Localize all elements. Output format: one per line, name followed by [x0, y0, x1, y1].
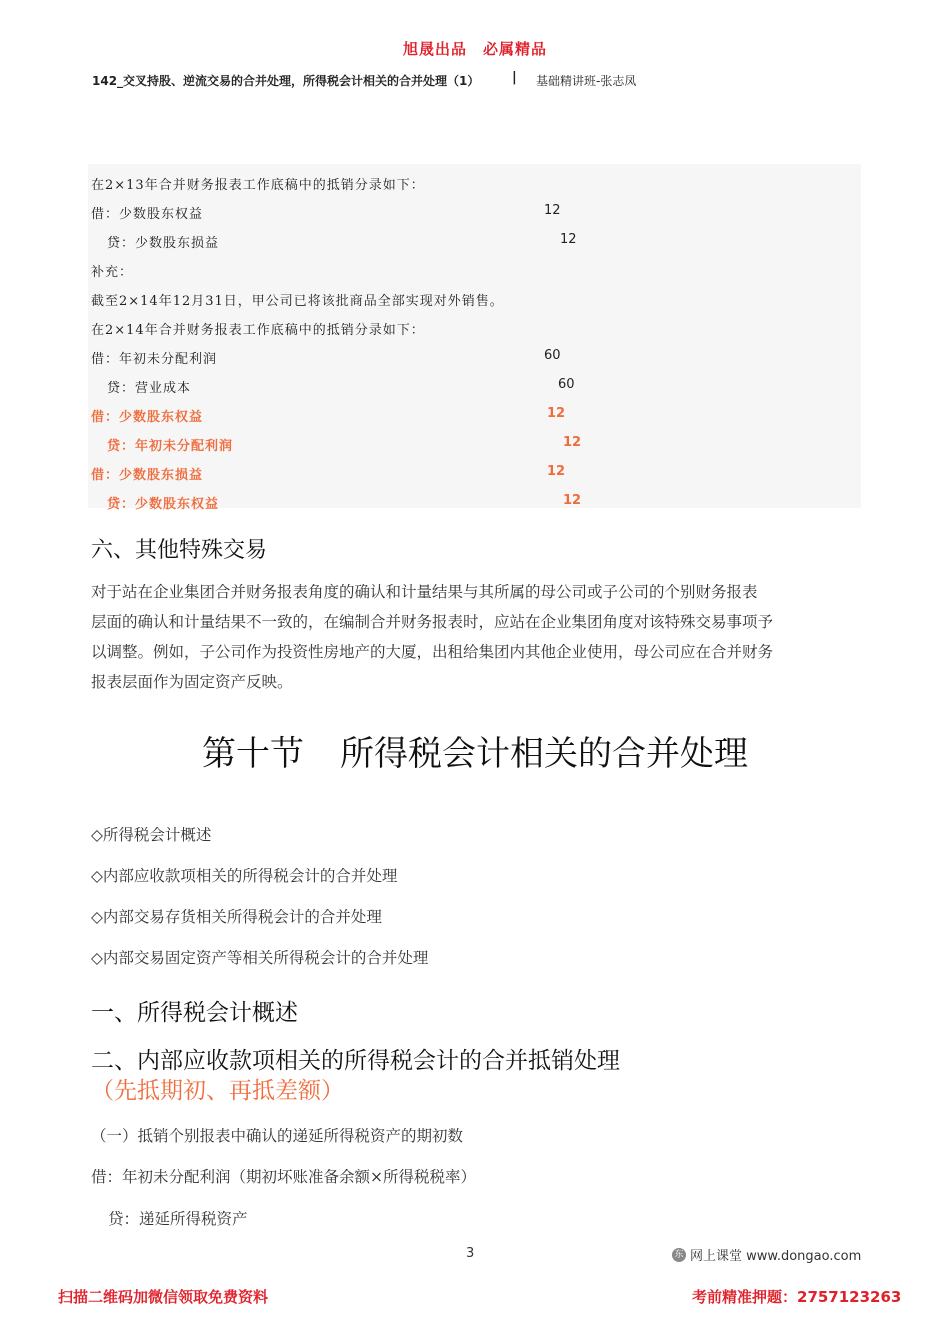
outline-item: ◇内部交易存货相关所得税会计的合并处理 [91, 908, 382, 926]
entry-amount-highlight: 12 [547, 464, 566, 479]
subsection-heading: 一、所得税会计概述 [91, 1000, 298, 1026]
entry-amount-highlight: 12 [563, 435, 582, 450]
entry-line: 贷：营业成本 [107, 381, 192, 396]
credit-line: 贷：递延所得税资产 [108, 1210, 248, 1228]
entry-line-highlight: 贷：年初未分配利润 [107, 439, 234, 454]
entry-amount: 12 [560, 232, 577, 247]
entry-line: 借：少数股东权益 [91, 207, 204, 222]
entry-amount: 12 [544, 203, 561, 218]
outline-item: ◇内部交易固定资产等相关所得税会计的合并处理 [91, 949, 429, 967]
header-separator: | [512, 70, 517, 85]
footer-promo-left: 扫描二维码加微信领取免费资料 [58, 1288, 269, 1306]
entry-amount: 60 [544, 348, 561, 363]
entry-line-highlight: 贷：少数股东权益 [107, 497, 220, 512]
entry-line: 在2×13年合并财务报表工作底稿中的抵销分录如下： [91, 178, 425, 193]
footer-promo-right: 考前精准押题：2757123263 [692, 1288, 902, 1306]
entry-line: 补充： [91, 265, 134, 280]
entry-line-highlight: 借：少数股东权益 [91, 410, 204, 425]
course-name: 基础精讲班-张志凤 [536, 74, 637, 88]
dongao-logo-icon: 东 [672, 1248, 686, 1262]
debit-line: 借：年初未分配利润（期初坏账准备余额×所得税税率） [91, 1168, 476, 1186]
chapter-name: 所得税会计相关的合并处理 [340, 734, 748, 774]
paragraph-line: 报表层面作为固定资产反映。 [91, 673, 293, 691]
section-paragraph [91, 577, 861, 697]
section-heading: 六、其他特殊交易 [91, 538, 268, 563]
entry-amount-highlight: 12 [563, 493, 582, 508]
entry-line: 截至2×14年12月31日，甲公司已将该批商品全部实现对外销售。 [91, 294, 504, 309]
paragraph-line: 层面的确认和计量结果不一致的，在编制合并财务报表时，应站在企业集团角度对该特殊交易事项予 [91, 613, 774, 631]
page-number: 3 [466, 1246, 475, 1261]
entry-line-highlight: 借：少数股东损益 [91, 468, 204, 483]
outline-item: ◇所得税会计概述 [91, 826, 212, 844]
paragraph-line: 对于站在企业集团合并财务报表角度的确认和计量结果与其所属的母公司或子公司的个别财务报表 [91, 583, 758, 601]
chapter-number: 第十节 [202, 734, 304, 774]
subsection-heading-main: 二、内部应收款项相关的所得税会计的合并抵销处理 [91, 1048, 620, 1074]
entry-line: 借：年初未分配利润 [91, 352, 218, 367]
entry-amount: 60 [558, 377, 575, 392]
document-title: 142_交叉持股、逆流交易的合并处理，所得税会计相关的合并处理（1） [92, 74, 480, 88]
subsection-heading-note: （先抵期初、再抵差额） [91, 1078, 344, 1104]
brand-slogan: 旭晟出品 必属精品 [402, 40, 547, 58]
chapter-title [0, 726, 950, 775]
sub-heading: （一）抵销个别报表中确认的递延所得税资产的期初数 [91, 1127, 464, 1145]
entry-line: 贷：少数股东损益 [107, 236, 220, 251]
site-brand [672, 1245, 861, 1264]
subsection-heading [91, 1046, 866, 1106]
entry-amount-highlight: 12 [547, 406, 566, 421]
outline-item: ◇内部应收款项相关的所得税会计的合并处理 [91, 867, 398, 885]
paragraph-line: 以调整。例如，子公司作为投资性房地产的大厦，出租给集团内其他企业使用，母公司应在合并财务 [91, 643, 774, 661]
journal-entries-block [88, 164, 861, 512]
site-url: 网上课堂 www.dongao.com [690, 1249, 862, 1264]
entry-line: 在2×14年合并财务报表工作底稿中的抵销分录如下： [91, 323, 425, 338]
